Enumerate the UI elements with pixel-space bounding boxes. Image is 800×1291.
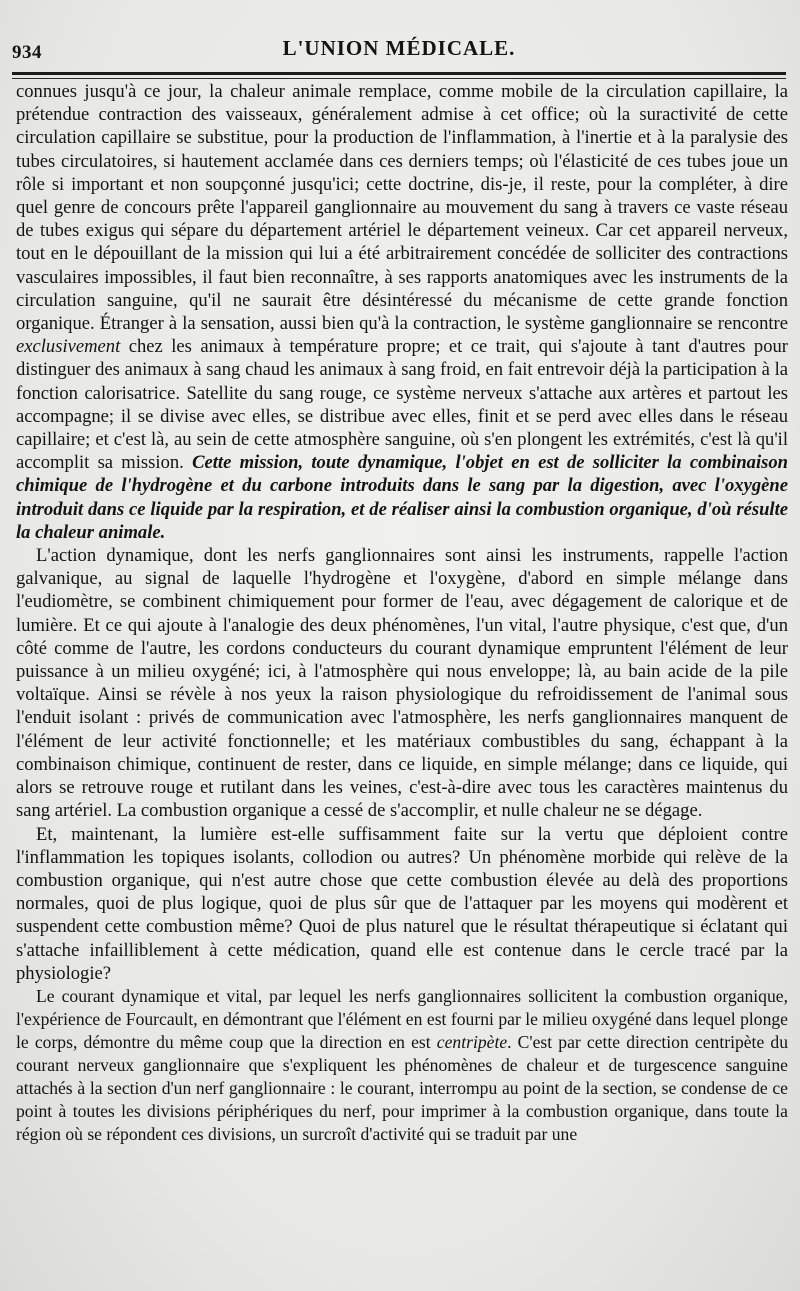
paragraph-4 — [16, 985, 788, 1146]
p3-text: Et, maintenant, la lumière est-elle suffisamment faite sur la vertu que déploient contre l'inflammation les topiques isolants, collodion ou autres? Un phénomène morbide qui relève de la combustion organique, qui n'est autre chose que cette combustion élevée au delà des proportions normales, quoi de plus logique, quoi de plus sûr que de l'attaquer par les moyens qui modèrent et suspendent cette combustion même? Quoi de plus naturel que le résultat thérapeutique si éclatant qui s'attache infailliblement à cette médication, quand elle est contenue dans le cercle tracé par la physiologie? — [16, 823, 788, 984]
running-head-title: L'UNION MÉDICALE. — [282, 36, 516, 60]
p1-text-exclusivement: exclusivement — [16, 336, 121, 358]
p1-text-b: chez les animaux à température propre; et ce trait, qui s'ajoute à tant d'autres pour distinguer des animaux à sang chaud les animaux à sang froid, en fait entrevoir déjà la participation à la fonction calorisatrice. Satellite du sang rouge, ce système nerveux s'attache aux artères et partout les accompagne; il se divise avec elles, se distribue avec elles, finit et se perd avec elles dans le réseau capillaire; et c'est là, au sein de cette atmosphère sanguine, où s'en plongent les extrémités, c'est là qu'il accomplit sa mission. — [16, 336, 788, 474]
paragraph-1 — [16, 80, 788, 544]
header-rule-thin — [12, 78, 786, 79]
p4-text-centripete: centripète — [436, 1031, 508, 1052]
p4-text-b: . C'est par cette direction centripète du courant nerveux ganglionnaire que s'expliquent les phénomènes de chaleur et de turgescence sanguine attachés à la section d'un nerf ganglionnaire : le courant, interrompu au point de la section, se condense de ce point à toutes les divisions périphériques du nerf, pour imprimer à la combustion organique, dans toute la région où se répondent ces divisions, un surcroît d'activité qui se traduit par une — [16, 1031, 788, 1144]
p1-text-a: connues jusqu'à ce jour, la chaleur animale remplace, comme mobile de la circulation capillaire, la prétendue contraction des vaisseaux, généralement admise à cet office; où la suractivité de cette circulation capillaire se substitue, pour la production de l'inflammation, à l'inertie et à la paralysie des tubes circulatoires, si hautement acclamée dans ces derniers temps; où l'élasticité de ces tubes joue un rôle si important et non soupçonné jusqu'ici; cette doctrine, dis-je, il reste, pour la compléter, à dire quel genre de concours prête l'appareil ganglionnaire au mouvement du sang à travers ce vaste réseau de tubes exigus qui sépare du département artériel le département veineux. Car cet appareil nerveux, tout en le dépouillant de la mission qui lui a été arbitrairement concédée de solliciter des contractions vasculaires impossibles, il faut bien reconnaître, à ses rapports anatomiques avec les instruments de la circulation sanguine, qu'il ne saurait être désintéressé du mécanisme de cette grande fonction organique. Étranger à la sensation, aussi bien qu'à la contraction, le système ganglionnaire se rencontre — [16, 81, 788, 335]
page-number: 934 — [12, 42, 42, 63]
p2-text: L'action dynamique, dont les nerfs ganglionnaires sont ainsi les instruments, rappelle l'action galvanique, au signal de laquelle l'hydrogène et l'oxygène, d'abord en simple mélange dans l'eudiomètre, se combinent chimiquement pour former de l'eau, avec dégagement de calorique et de lumière. Et ce qui ajoute à l'analogie des deux phénomènes, l'un vital, l'autre physique, c'est que, d'un côté comme de l'autre, les cordons conducteurs du courant dynamique empruntent l'élément de leur puissance à un milieu oxygéné; ici, à l'atmosphère qui nous enveloppe; là, au bain acide de la pile voltaïque. Ainsi se révèle à nos yeux la raison physiologique du refroidissement de l'animal sous l'enduit isolant : privés de communication avec l'atmosphère, les nerfs ganglionnaires manquent de l'élément de leur activité fonctionnelle; et les matériaux combustibles du sang, échappant à la combinaison chimique, continuent de rester, dans ce liquide, en simple mélange; dans ce liquide, qui alors se retrouve rouge et rutilant dans les veines, c'est-à-dire avec tous les caractères maintenus du sang artériel. La combustion organique a cessé de s'accomplir, et nulle chaleur ne se dégage. — [16, 545, 788, 822]
paragraph-2 — [16, 544, 788, 822]
p1-text-mission-emphasis: Cette mission, toute dynamique, l'objet en est de solliciter la combinaison chimique de l'hydrogène et du carbone introduits dans le sang par la digestion, avec l'oxygène introduit dans ce liquide par la respiration, et de réaliser ainsi la combustion organique, d'où résulte la chaleur animale. — [16, 452, 788, 543]
paragraph-3 — [16, 823, 788, 985]
p4-text-a: Le courant dynamique et vital, par lequel les nerfs ganglionnaires sollicitent la combustion organique, l'expérience de Fourcault, en démontrant que l'élément en est fourni par le milieu oxygéné dans lequel plonge le corps, démontre du même coup que la direction en est — [16, 985, 788, 1052]
page-header — [12, 30, 786, 64]
article-body — [16, 80, 788, 1146]
header-rule-thick — [12, 72, 786, 75]
